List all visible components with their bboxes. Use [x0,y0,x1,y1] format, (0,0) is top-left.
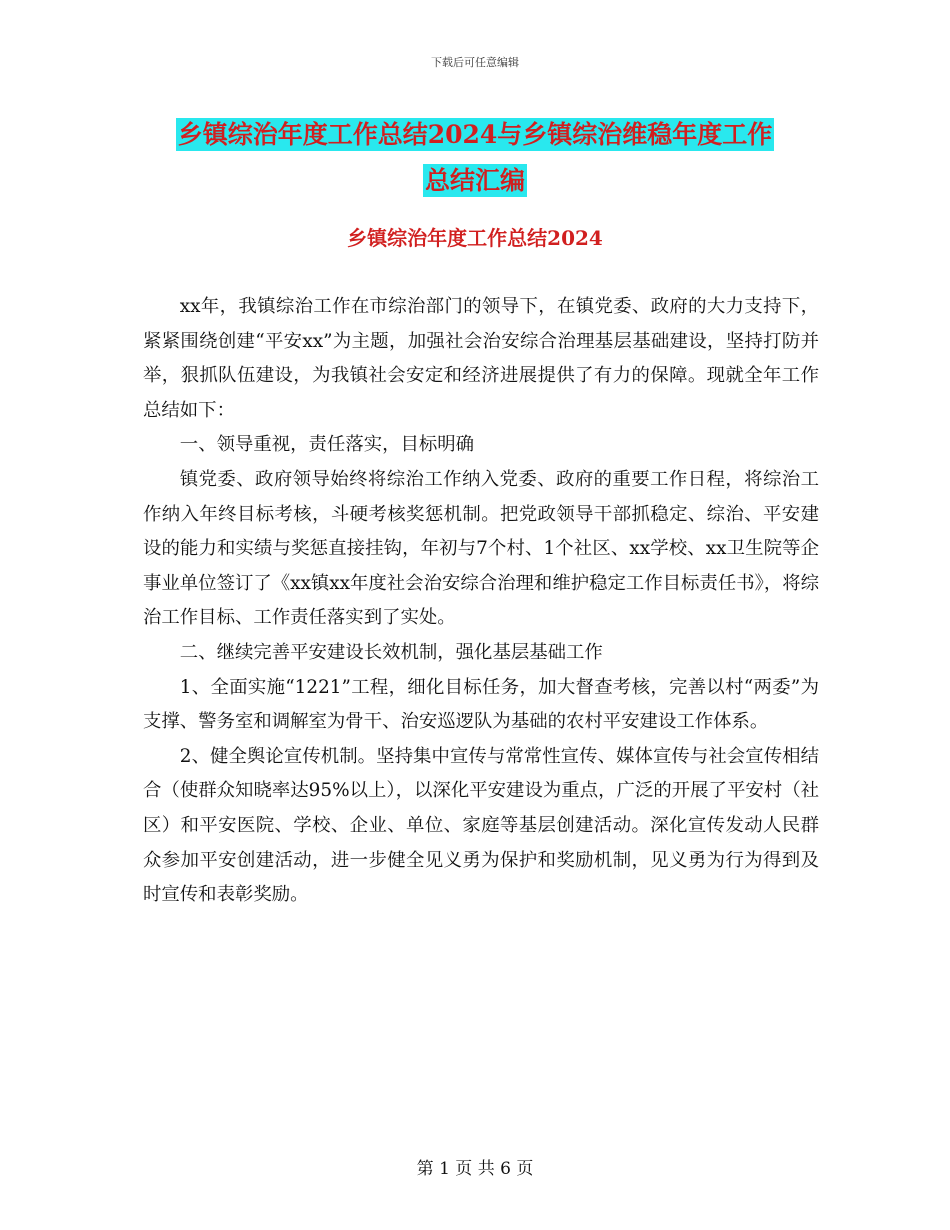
document-title [0,112,950,204]
heading-1: 一、领导重视，责任落实，目标明确 [179,434,475,456]
document-body [143,290,819,913]
paragraph-leadership: 镇党委、政府领导始终将综治工作纳入党委、政府的重要工作日程，将综治工作纳入年终目标考核，斗硬考核奖惩机制。把党政领导干部抓稳定、综治、平安建设的能力和实绩与奖惩直接挂钩，年初与7个村、1个社区、xx学校、xx卫生院等企事业单位签订了《xx镇xx年度社会治安综合治理和维护稳定工作目标责任书》，将综治工作目标、工作责任落实到了实处。 [143,468,819,629]
title-line-2: 总结汇编 [424,166,525,195]
heading-2: 二、继续完善平安建设长效机制，强化基层基础工作 [179,641,603,663]
paragraph-item-2: 2、健全舆论宣传机制。坚持集中宣传与常常性宣传、媒体宣传与社会宣传相结合（使群众知晓率达95%以上），以深化平安建设为重点，广泛的开展了平安村（社区）和平安医院、学校、企业、单位、家庭等基层创建活动。深化宣传发动人民群众参加平安创建活动，进一步健全见义勇为保护和奖励机制，见义勇为行为得到及时宣传和表彰奖励。 [143,745,819,906]
page-indicator: 第 1 页 共 6 页 [416,1159,534,1179]
title-line-1: 乡镇综治年度工作总结2024与乡镇综治维稳年度工作 [177,120,773,149]
paragraph-item-1: 1、全面实施“1221”工程，细化目标任务，加大督查考核，完善以村“两委”为支撑、警务室和调解室为骨干、治安巡逻队为基础的农村平安建设工作体系。 [143,676,819,733]
section-title: 乡镇综治年度工作总结2024 [347,226,603,250]
header-note: 下载后可任意编辑 [431,56,519,69]
paragraph-intro: xx年，我镇综治工作在市综治部门的领导下，在镇党委、政府的大力支持下，紧紧围绕创建“平安xx”为主题，加强社会治安综合治理基层基础建设，坚持打防并举，狠抓队伍建设，为我镇社会安定和经济进展提供了有力的保障。现就全年工作总结如下： [143,296,819,421]
